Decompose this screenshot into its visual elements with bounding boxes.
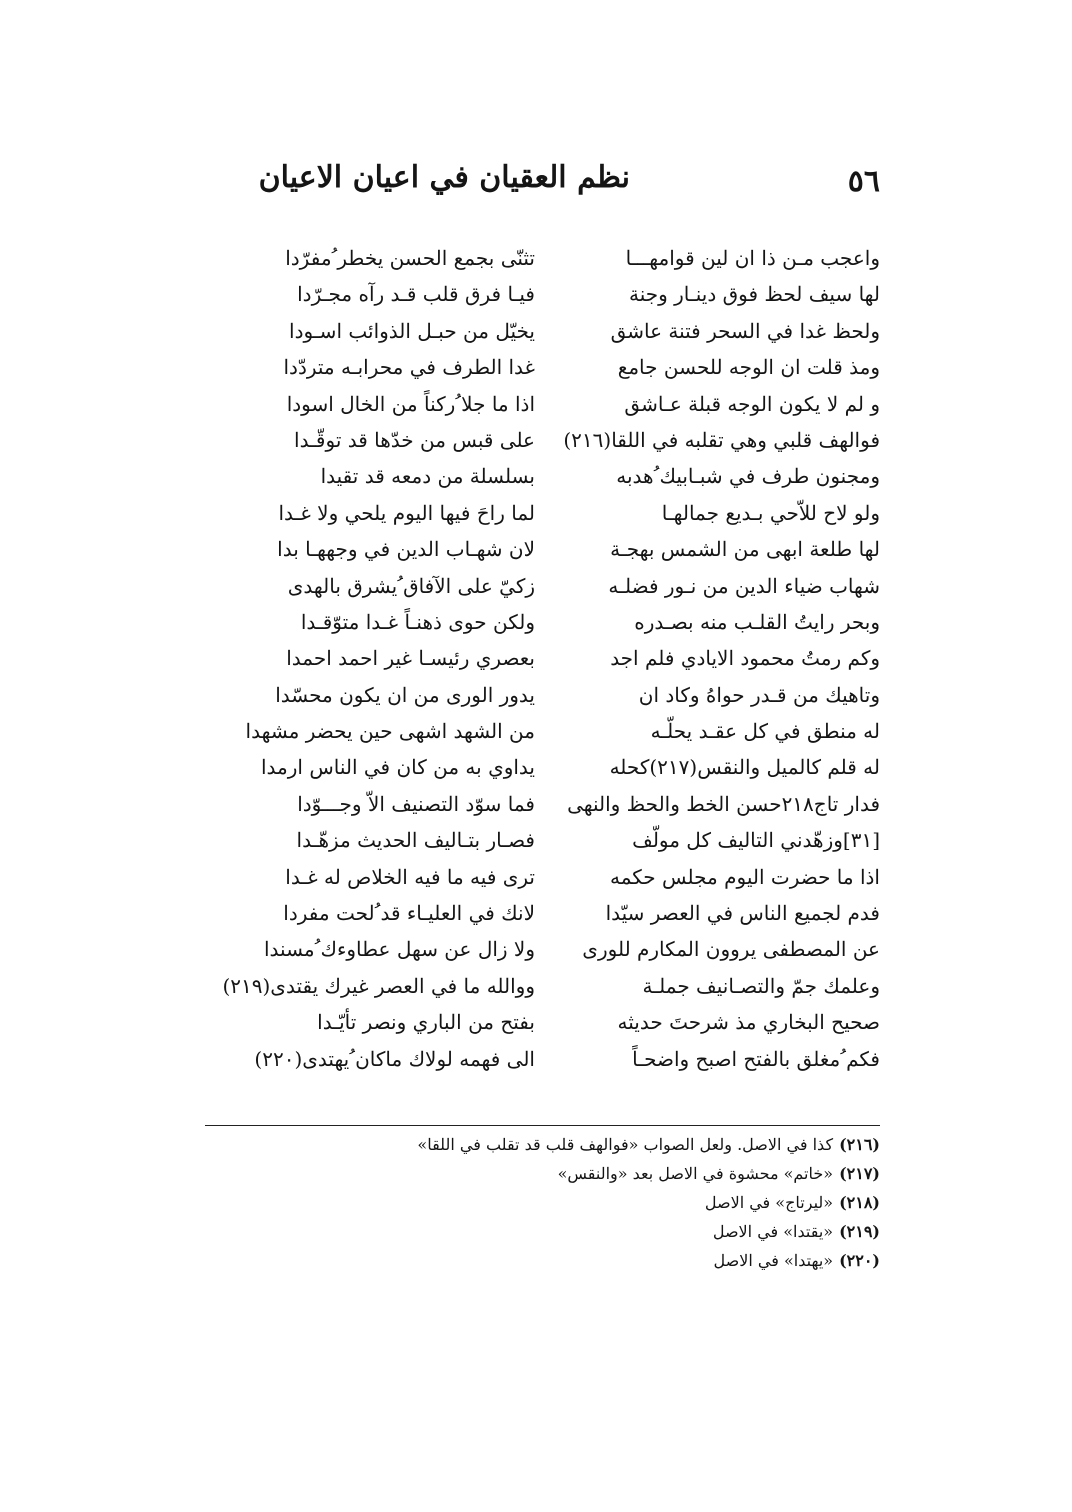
verse-first-hemistich: وعلمك جمّ والتصـانيف جملـة: [642, 973, 880, 998]
verse-first-hemistich: له منطق في كل عقـد يحلّـه: [650, 719, 880, 744]
verse-line: [200, 931, 880, 967]
verse-second-hemistich: على قبس من خدّها قد توقّـدا: [294, 427, 535, 452]
verse-second-hemistich: فصـار بتـاليف الحديث مزهّـدا: [296, 828, 535, 853]
verse-second-hemistich: غدا الطرف في محرابـه متردّدا: [283, 355, 535, 380]
verse-line: [200, 276, 880, 312]
verse-line: [200, 895, 880, 931]
verse-first-hemistich: [٣١]وزهّدني التاليف كل مولّف: [632, 828, 880, 853]
verse-line: [200, 458, 880, 494]
verse-first-hemistich: فكم ُمغلق بالفتح اصبح واضحـاً: [632, 1046, 880, 1071]
verse-line: [200, 713, 880, 749]
verse-second-hemistich: فما سوّد التصنيف الاّ وجـــوّدا: [297, 791, 535, 816]
verse-second-hemistich: الى فهمه لولاك ماكان ُيهتدى(٢٢٠): [254, 1046, 535, 1071]
verse-second-hemistich: ووالله ما في العصر غيرك يقتدى(٢١٩): [222, 973, 535, 998]
verse-second-hemistich: يخيّل من حبـل الذوائب اسـودا: [289, 318, 535, 343]
verse-second-hemistich: فيـا فرق قلب قـد رآه مجـرّدا: [297, 282, 535, 307]
footnotes: [205, 1130, 880, 1275]
verse-second-hemistich: لانك في العليـاء قد ُلحت مفردا: [283, 901, 535, 926]
footnote-text: «ليرتاج» في الاصل: [704, 1193, 834, 1212]
verse-second-hemistich: بسلسلة من دمعه قد تقيدا: [320, 464, 535, 489]
verse-line: [200, 386, 880, 422]
verse-line: [200, 604, 880, 640]
verse-first-hemistich: فدار تاج٢١٨حسن الخط والحظ والنهى: [567, 791, 880, 816]
verse-second-hemistich: يداوي به من كان في الناس ارمدا: [260, 755, 535, 780]
verse-first-hemistich: لها سيف لحظ فوق دينـار وجنة: [629, 282, 880, 307]
verse-line: [200, 531, 880, 567]
verse-second-hemistich: ولا زال عن سهل عطاوءك ُمسندا: [263, 937, 535, 962]
verse-first-hemistich: فدم لجميع الناس في العصر سيّدا: [605, 901, 880, 926]
poem-verses: [200, 240, 880, 1077]
footnote-text: «يقتدا» في الاصل: [712, 1222, 834, 1241]
verse-line: [200, 859, 880, 895]
verse-line: [200, 313, 880, 349]
footnote: [205, 1188, 880, 1217]
verse-first-hemistich: عن المصطفى يروون المكارم للورى: [582, 937, 880, 962]
footnote-text: «خاتم» محشوة في الاصل بعد «والنقس»: [557, 1164, 834, 1183]
verse-first-hemistich: وكم رمتُ محمود الايادي فلم اجد: [610, 646, 880, 671]
verse-line: [200, 1041, 880, 1077]
verse-first-hemistich: شهاب ضياء الدين من نـور فضلـه: [608, 573, 880, 598]
verse-first-hemistich: واعجب مـن ذا ان لين قوامهـــا: [625, 246, 880, 270]
verse-second-hemistich: من الشهد اشهى حين يحضر مشهدا: [245, 719, 535, 744]
verse-line: [200, 749, 880, 785]
verse-second-hemistich: اذا ما جلا ُركناً من الخال اسودا: [286, 391, 535, 416]
footnote-text: «يهتدا» في الاصل: [713, 1251, 834, 1270]
verse-first-hemistich: صحيح البخاري مذ شرحتَ حديثه: [617, 1010, 880, 1035]
verse-second-hemistich: زكيّ على الآفاق ُيشرق بالهدى: [287, 573, 535, 598]
footnote: [205, 1217, 880, 1246]
verse-line: [200, 422, 880, 458]
footnote-number: (٢١٨): [839, 1193, 880, 1212]
footnote-text: كذا في الاصل. ولعل الصواب «فوالهف قلب قد تقلب في اللقا»: [417, 1135, 834, 1154]
verse-second-hemistich: لما راحَ فيها اليوم يلحي ولا غـدا: [278, 500, 535, 525]
verse-first-hemistich: اذا ما حضرت اليوم مجلس حكمه: [609, 864, 880, 889]
verse-first-hemistich: لها طلعة ابهى من الشمس بهجـة: [610, 537, 880, 562]
verse-line: [200, 495, 880, 531]
verse-line: [200, 822, 880, 858]
footnote: [205, 1159, 880, 1188]
page-number: ٥٦: [847, 164, 880, 199]
verse-first-hemistich: ولو لاح للاّحي بـديع جمالهـا: [661, 500, 880, 525]
verse-line: [200, 786, 880, 822]
verse-first-hemistich: و لم لا يكون الوجه قبلة عـاشق: [624, 391, 880, 416]
footnote-number: (٢١٧): [839, 1164, 880, 1183]
footnote-number: (٢١٦): [839, 1135, 880, 1154]
verse-first-hemistich: ولحظ غدا في السحر فتنة عاشق: [610, 318, 880, 343]
verse-first-hemistich: ومذ قلت ان الوجه للحسن جامع: [617, 355, 880, 380]
footnote-number: (٢١٩): [839, 1222, 880, 1241]
verse-second-hemistich: ترى فيه ما فيه الخلاص له غـدا: [285, 864, 535, 889]
verse-second-hemistich: بفتح من الباري ونصر تأيّـدا: [317, 1010, 535, 1035]
verse-second-hemistich: تثنّى بجمع الحسن يخطر ُمفرّدا: [285, 246, 535, 270]
verse-line: [200, 1004, 880, 1040]
verse-second-hemistich: بعصري رئيسـا غير احمد احمدا: [286, 646, 535, 671]
footnote: [205, 1130, 880, 1159]
footnote-number: (٢٢٠): [839, 1251, 880, 1270]
footnote: [205, 1246, 880, 1275]
verse-line: [200, 349, 880, 385]
verse-line: [200, 568, 880, 604]
footnote-divider: [205, 1125, 880, 1126]
verse-line: [200, 677, 880, 713]
verse-first-hemistich: فوالهف قلبي وهي تقلبه في اللقا(٢١٦): [563, 427, 880, 452]
verse-second-hemistich: ولكن حوى ذهنـاً غـدا متوّقـدا: [300, 609, 535, 634]
verse-first-hemistich: له قلم كالميل والنقس(٢١٧)كحله: [609, 755, 880, 780]
verse-first-hemistich: ومجنون طرف في شبـابيك ُهدبه: [616, 464, 880, 489]
verse-second-hemistich: لان شهـاب الدين في وجههـا بدا: [277, 537, 535, 562]
verse-second-hemistich: يدور الورى من ان يكون محسّدا: [275, 682, 535, 707]
verse-first-hemistich: وبحر رايتُ القلـب منه بصـدره: [634, 609, 880, 634]
page-header: [190, 160, 880, 210]
verse-line: [200, 640, 880, 676]
running-title: نظم العقيان في اعيان الاعيان: [258, 160, 630, 195]
verse-line: [200, 968, 880, 1004]
verse-first-hemistich: وتاهيك من قـدر حواهُ وكاد ان: [638, 682, 880, 707]
verse-line: [200, 240, 880, 276]
